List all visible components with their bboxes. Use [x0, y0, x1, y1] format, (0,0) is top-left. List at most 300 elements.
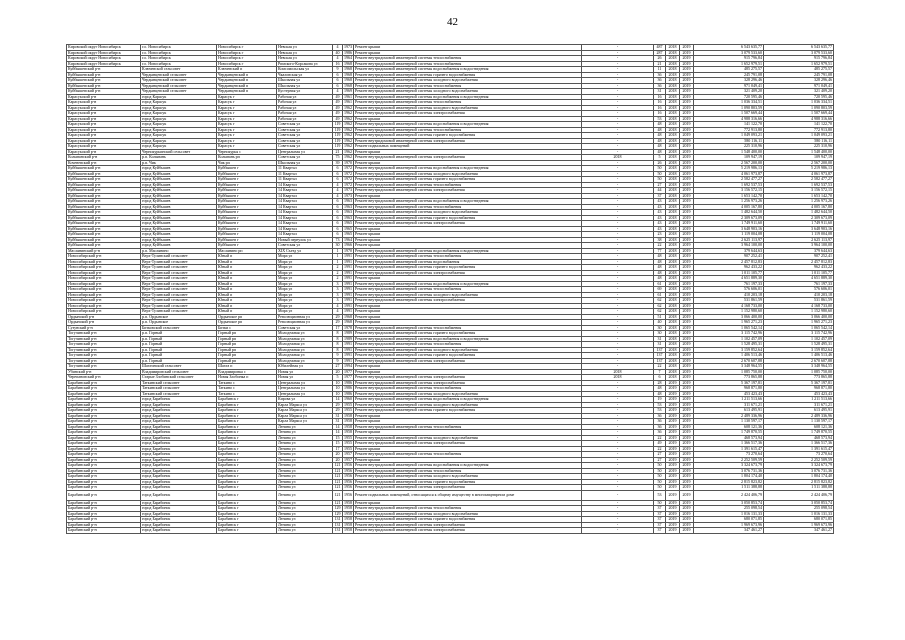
- table-cell: -: [582, 265, 654, 271]
- table-cell: 1 152 980,60: [694, 309, 764, 315]
- table-cell: 2019: [680, 474, 694, 480]
- table-cell: 4 988 316,66: [694, 116, 764, 122]
- table-cell: 2018: [666, 138, 680, 144]
- table-cell: 50: [654, 166, 666, 172]
- table-cell: Верх-Тулинский сельсовет: [141, 270, 217, 276]
- table-cell: Мира ул: [277, 281, 333, 287]
- table-cell: город Барабинск: [141, 397, 217, 403]
- table-cell: 31: [333, 419, 343, 425]
- table-cell: 2018: [666, 336, 680, 342]
- table-cell: Новая ул: [277, 375, 333, 381]
- table-cell: 1991: [344, 253, 352, 259]
- table-cell: Куйбышев г: [217, 204, 277, 210]
- table-cell: Барабинск г: [217, 446, 277, 452]
- table-cell: Ремонт подвальных помещений, относящихся к общему имуществу в многоквартирном доме: [354, 490, 582, 500]
- table-cell: Ремонт крыши: [354, 50, 582, 56]
- table-cell: 2018: [666, 364, 680, 370]
- table-cell: Новосибирск г: [217, 56, 277, 62]
- table-cell: 2019: [680, 386, 694, 392]
- table-cell: 1 969 673,96: [764, 522, 834, 528]
- table-cell: Ремонт внутридомовой инженерной системы электроснабжения: [354, 375, 582, 381]
- table-cell: 1 507 669,44: [764, 111, 834, 117]
- table-cell: 2019: [680, 155, 694, 161]
- table-cell: 1 749 911,60: [694, 221, 764, 227]
- table-cell: 61: [654, 292, 666, 298]
- table-cell: Кировский округ Новосибирск: [67, 56, 141, 62]
- table-cell: 2018: [666, 287, 680, 293]
- table-cell: Ремонт внутридомовой инженерной системы электроснабжения: [354, 111, 582, 117]
- table-cell: 2 582 477,27: [694, 177, 764, 183]
- table-cell: 2019: [680, 177, 694, 183]
- table-cell: Ремонт внутридомовой инженерной системы водоснабжения и водоотведения: [354, 94, 582, 100]
- table-cell: -: [582, 160, 654, 166]
- table-cell: Школьная ул: [277, 83, 333, 89]
- table-cell: Верх-Тулинский сельсовет: [141, 281, 217, 287]
- table-cell: Юный п: [217, 276, 277, 282]
- table-cell: 1973: [344, 44, 352, 50]
- table-cell: 1 548 400,00: [694, 149, 764, 155]
- table-cell: 4 651 889,30: [694, 276, 764, 282]
- table-cell: 2018: [666, 254, 680, 260]
- table-cell: 2019: [680, 78, 694, 84]
- table-cell: Ленина ул: [277, 485, 333, 491]
- table-cell: Советская ул: [277, 155, 333, 161]
- table-cell: 2 625 113,97: [694, 237, 764, 243]
- table-cell: 1957: [344, 451, 352, 457]
- table-cell: Мира ул: [277, 259, 333, 265]
- table-cell: 2018: [666, 72, 680, 78]
- table-cell: Ремонт крыши: [354, 193, 582, 199]
- table-cell: Черепановский р-н: [67, 375, 141, 381]
- table-cell: Горный рп: [217, 347, 277, 353]
- table-cell: 1962: [344, 105, 352, 110]
- table-cell: Таткинский сельсовет: [141, 380, 217, 386]
- table-cell: 2019: [680, 375, 694, 381]
- table-cell: 720 595,46: [764, 94, 834, 100]
- table-cell: Ремонт внутридомовой инженерной системы электроснабжения: [354, 380, 582, 386]
- table-cell: Карасук г: [217, 111, 277, 117]
- table-cell: город Куйбышев: [141, 226, 217, 232]
- table-cell: 4: [333, 182, 343, 188]
- table-cell: 2018: [666, 369, 680, 375]
- table-cell: Ленина ул: [277, 511, 333, 517]
- table-cell: 2019: [680, 517, 694, 523]
- table-cell: Ремонт внутридомовой инженерной системы холодного водоснабжения: [354, 105, 582, 111]
- page-number: 42: [447, 16, 458, 28]
- table-cell: Кировский округ Новосибирск: [67, 45, 141, 51]
- table-cell: 2019: [680, 89, 694, 95]
- table-cell: р.п. Горный: [141, 347, 217, 353]
- table-cell: Куйбышев г: [217, 199, 277, 205]
- table-cell: Советская ул: [277, 138, 333, 144]
- table-cell: город Куйбышев: [141, 193, 217, 199]
- table-cell: 2019: [680, 160, 694, 166]
- table-cell: 43: [654, 215, 666, 221]
- table-cell: 1972: [344, 165, 352, 171]
- table-cell: 321 409,20: [764, 89, 834, 95]
- table-cell: Куйбышевский р-н: [67, 89, 141, 95]
- table-cell: Ремонт внутридомовой инженерной системы электроснабжения: [354, 188, 582, 194]
- table-cell: 1958: [344, 413, 352, 418]
- table-cell: 2019: [680, 144, 694, 150]
- table-cell: Молодежная ул: [277, 336, 333, 342]
- table-cell: Барабинский р-н: [67, 528, 141, 534]
- table-cell: -: [582, 463, 654, 469]
- table-cell: Барабинский р-н: [67, 413, 141, 419]
- table-cell: -: [582, 248, 654, 254]
- table-cell: Ремонт крыши: [354, 309, 582, 315]
- table-cell: 36: [654, 72, 666, 78]
- table-cell: 6: [333, 72, 343, 78]
- table-cell: 119: [333, 122, 343, 128]
- table-cell: -: [582, 254, 654, 260]
- table-cell: Куйбышевский р-н: [67, 204, 141, 210]
- table-cell: 2018: [666, 281, 680, 287]
- table-cell: 1 391 615,47: [764, 446, 834, 452]
- table-cell: 27: [333, 364, 343, 370]
- table-cell: 2018: [666, 182, 680, 188]
- capital-repair-table: [66, 44, 834, 534]
- table-cell: -: [582, 243, 654, 249]
- table-cell: -: [582, 138, 654, 144]
- table-cell: Ремонт крыши: [354, 160, 582, 166]
- table-cell: Карла Маркса ул: [277, 402, 333, 408]
- table-cell: Ленина ул: [277, 446, 333, 452]
- table-cell: 26: [654, 56, 666, 62]
- table-cell: 1961: [344, 99, 352, 105]
- table-cell: -: [582, 347, 654, 353]
- table-cell: 62: [654, 298, 666, 304]
- table-cell: город Барабинск: [141, 441, 217, 447]
- table-cell: 2018: [666, 303, 680, 309]
- table-cell: 5 367 197,81: [764, 380, 834, 386]
- table-cell: 2 457 812,83: [694, 259, 764, 265]
- table-cell: 2019: [680, 188, 694, 194]
- table-cell: 6: [333, 78, 343, 84]
- table-cell: Ремонт внутридомовой инженерной системы водоснабжения и водоотведения: [354, 166, 582, 172]
- table-cell: 1 692 537,53: [694, 182, 764, 188]
- table-cell: 1 804 174,40: [694, 474, 764, 480]
- table-cell: Карасукский р-н: [67, 100, 141, 106]
- table-cell: 2019: [680, 353, 694, 359]
- table-cell: Невская ул: [277, 50, 333, 56]
- table-cell: Ремонт крыши: [354, 364, 582, 370]
- table-cell: 20: [333, 369, 343, 375]
- table-cell: 347 461,27: [764, 528, 834, 534]
- table-cell: 31: [333, 413, 343, 419]
- table-cell: 16: [654, 111, 666, 117]
- table-cell: 49: [333, 100, 343, 106]
- table-cell: 109 947,19: [764, 155, 834, 161]
- table-cell: -: [582, 380, 654, 386]
- table-cell: -: [582, 474, 654, 480]
- table-cell: 2019: [666, 419, 680, 425]
- table-cell: 1965: [344, 220, 352, 226]
- table-cell: 2019: [680, 485, 694, 491]
- table-cell: Карасук г: [217, 105, 277, 111]
- table-cell: 14 Квартал: [277, 221, 333, 227]
- table-cell: 468 573,94: [764, 435, 834, 441]
- table-cell: Юный п: [217, 303, 277, 309]
- table-cell: 77: [654, 248, 666, 254]
- table-cell: 2019: [680, 342, 694, 348]
- table-cell: Коченевский р-н: [67, 160, 141, 166]
- table-cell: Ремонт внутридомовой инженерной системы электроснабжения: [354, 528, 582, 534]
- table-cell: 5: [333, 375, 343, 381]
- table-cell: Ремонт внутридомовой инженерной системы электроснабжения: [354, 221, 582, 227]
- table-cell: -: [582, 281, 654, 287]
- table-cell: 2019: [666, 468, 680, 474]
- table-cell: 2019: [680, 83, 694, 89]
- table-cell: 49: [333, 105, 343, 111]
- table-cell: Барабинский р-н: [67, 408, 141, 414]
- table-cell: Новый переулок ул: [277, 237, 333, 243]
- table-cell: Куйбышевский р-н: [67, 232, 141, 238]
- table-cell: Карасукский р-н: [67, 105, 141, 111]
- table-cell: Барабинский р-н: [67, 500, 141, 506]
- table-cell: -: [582, 500, 654, 506]
- table-row: [67, 490, 834, 500]
- table-cell: 2018: [666, 144, 680, 150]
- table-cell: 2018: [582, 375, 654, 381]
- table-cell: 3 079 533,60: [764, 50, 834, 56]
- table-cell: 29: [333, 402, 343, 408]
- table-cell: 1994: [344, 363, 352, 369]
- table-cell: 453 423,43: [764, 391, 834, 397]
- table-cell: 1968: [344, 83, 352, 88]
- table-cell: Ремонт крыши: [354, 320, 582, 326]
- table-cell: Ремонт внутридомовой инженерной системы теплоснабжения: [354, 287, 582, 293]
- table-cell: Новосибирский р-н: [67, 276, 141, 282]
- table-cell: 14 Квартал: [277, 210, 333, 216]
- table-cell: 20: [333, 452, 343, 458]
- table-cell: 1958: [344, 424, 352, 429]
- table-cell: р.п. Горный: [141, 353, 217, 359]
- table-cell: -: [582, 446, 654, 452]
- table-cell: Ордынский р-н: [67, 320, 141, 326]
- table-cell: Ключевской сельсовет: [141, 67, 217, 73]
- table-cell: 2018: [666, 78, 680, 84]
- table-cell: Ремонт внутридомовой инженерной системы теплоснабжения: [354, 424, 582, 430]
- table-cell: 1 102 457,09: [694, 336, 764, 342]
- table-cell: 2019: [666, 386, 680, 392]
- table-cell: 531 861,59: [764, 298, 834, 304]
- table-cell: Тогучинский р-н: [67, 353, 141, 359]
- table-cell: -: [582, 490, 654, 500]
- table-cell: -: [582, 331, 654, 337]
- table-cell: Ремонт внутридомовой инженерной системы горячего водоснабжения: [354, 353, 582, 359]
- table-cell: 1 406 513,46: [694, 353, 764, 359]
- table-cell: 2019: [680, 402, 694, 408]
- table-cell: 14 Квартал: [277, 199, 333, 205]
- table-cell: -: [582, 67, 654, 73]
- table-cell: -: [582, 105, 654, 111]
- table-cell: Ремонт внутридомовой инженерной системы теплоснабжения: [354, 325, 582, 331]
- table-cell: 1991: [344, 358, 352, 363]
- table-cell: 121: [333, 490, 343, 500]
- table-cell: 2019: [680, 61, 694, 67]
- table-cell: 1964: [344, 55, 352, 61]
- table-cell: Ремонт внутридомовой инженерной системы теплоснабжения: [354, 468, 582, 474]
- table-cell: 2019: [680, 463, 694, 469]
- table-cell: 48: [654, 259, 666, 265]
- table-cell: 37: [654, 506, 666, 512]
- table-cell: 1991: [344, 297, 352, 303]
- table-cell: Ремонт внутридомовой инженерной системы горячего водоснабжения: [354, 177, 582, 183]
- table-cell: 1968: [344, 72, 352, 77]
- table-cell: -: [582, 309, 654, 315]
- table-cell: Ремонт крыши: [354, 237, 582, 243]
- table-cell: 1991: [344, 347, 352, 352]
- table-cell: 1970: [344, 248, 352, 253]
- table-cell: Верх-Тулинский сельсовет: [141, 276, 217, 282]
- table-cell: Куйбышев г: [217, 221, 277, 227]
- table-cell: 2019: [680, 358, 694, 364]
- table-cell: 613 495,91: [694, 408, 764, 414]
- table-cell: 121: [334, 479, 341, 484]
- table-cell: 11: [654, 67, 666, 73]
- table-cell: 2018: [666, 331, 680, 337]
- table-cell: 2019: [680, 419, 694, 425]
- table-cell: 9: [333, 67, 343, 73]
- table-cell: 2018: [666, 226, 680, 232]
- table-cell: 1 085 750,00: [764, 369, 834, 375]
- table-cell: 36: [654, 413, 666, 419]
- table-cell: 3: [333, 298, 343, 304]
- table-cell: -: [582, 452, 654, 458]
- table-cell: 3 324 673,79: [764, 463, 834, 469]
- table-cell: 1 256 973,26: [764, 199, 834, 205]
- table-cell: Рабочая ул: [277, 105, 333, 111]
- table-cell: Карасук г: [217, 127, 277, 133]
- table-cell: -: [582, 457, 654, 463]
- table-cell: 1991: [344, 286, 352, 292]
- table-cell: 30: [654, 331, 666, 337]
- table-cell: 6 543 635,77: [764, 45, 834, 51]
- table-cell: 14 Квартал: [277, 215, 333, 221]
- table-cell: 141 122,70: [764, 122, 834, 128]
- table-cell: -: [582, 100, 654, 106]
- table-cell: 2018: [666, 122, 680, 128]
- table-cell: 2019: [680, 182, 694, 188]
- table-cell: 1968: [344, 61, 352, 66]
- table-cell: Чердынцевский сельсовет: [141, 78, 217, 84]
- table-cell: Ремонт внутридомовой инженерной системы электроснабжения: [354, 270, 582, 276]
- table-cell: 2018: [666, 232, 680, 238]
- table-cell: 2 252 509,59: [764, 457, 834, 463]
- table-cell: 1 016 131,33: [764, 511, 834, 517]
- table-cell: Ремонт внутридомовой инженерной системы водоснабжения и водоотведения: [354, 122, 582, 128]
- table-cell: 75: [333, 155, 343, 161]
- table-cell: 1977: [344, 369, 352, 374]
- table-cell: 14 Квартал: [277, 182, 333, 188]
- table-cell: 2019: [666, 457, 680, 463]
- table-cell: 2019: [680, 331, 694, 337]
- table-cell: 915 796,84: [764, 56, 834, 62]
- table-cell: Барабинский р-н: [67, 452, 141, 458]
- table-cell: Барабинск г: [217, 408, 277, 414]
- table-cell: 1991: [344, 270, 352, 275]
- table-cell: Ремонт внутридомовой инженерной системы холодного водоснабжения: [354, 391, 582, 397]
- table-cell: Карла Маркса ул: [277, 413, 333, 419]
- table-cell: Горный рп: [217, 358, 277, 364]
- table-cell: Ремонт внутридомовой инженерной системы теплоснабжения: [354, 83, 582, 89]
- table-cell: -: [582, 149, 654, 155]
- table-cell: 1991: [344, 275, 352, 281]
- table-cell: Барабинск г: [217, 419, 277, 425]
- table-cell: 73 270,64: [764, 452, 834, 458]
- table-cell: 2018: [666, 215, 680, 221]
- table-cell: -: [582, 413, 654, 419]
- table-cell: 2019: [680, 347, 694, 353]
- table-cell: Куйбышевский р-н: [67, 210, 141, 216]
- table-cell: 10: [333, 380, 343, 386]
- table-cell: 30: [333, 243, 343, 249]
- table-cell: Куйбышев г: [217, 226, 277, 232]
- table-cell: город Барабинск: [141, 452, 217, 458]
- table-cell: Мира ул: [277, 309, 333, 315]
- table-cell: Убинский р-н: [67, 369, 141, 375]
- table-cell: Куйбышев г: [217, 237, 277, 243]
- table-cell: 1963: [344, 209, 352, 215]
- table-cell: город Барабинск: [141, 468, 217, 474]
- table-cell: Чердынцевский сельсовет: [141, 83, 217, 89]
- table-cell: 17: [333, 446, 343, 452]
- table-cell: 225 310,96: [694, 144, 764, 150]
- table-cell: 11 Квартал: [277, 166, 333, 172]
- table-cell: 468 573,94: [694, 435, 764, 441]
- table-cell: Ремонт внутридомовой инженерной системы электроснабжения: [354, 138, 582, 144]
- table-cell: Куйбышевский р-н: [67, 226, 141, 232]
- table-cell: 962 433,22: [764, 265, 834, 271]
- table-cell: 971 049,41: [764, 83, 834, 89]
- table-cell: 1 507 669,44: [694, 111, 764, 117]
- table-cell: 48: [654, 391, 666, 397]
- table-cell: 48: [654, 265, 666, 271]
- table-cell: 48: [654, 254, 666, 260]
- table-cell: 453 423,43: [694, 391, 764, 397]
- table-cell: 2019: [680, 133, 694, 139]
- table-cell: 137: [654, 347, 666, 353]
- table-cell: Ремонт внутридомовой инженерной системы горячего водоснабжения: [354, 517, 582, 523]
- table-cell: 2019: [666, 441, 680, 447]
- table-cell: 17: [333, 325, 343, 331]
- table-cell: 1958: [344, 418, 352, 424]
- table-cell: Шахтинский сельсовет: [141, 364, 217, 370]
- table-cell: 1 211 513,66: [764, 397, 834, 403]
- table-cell: 31: [654, 89, 666, 95]
- table-cell: Новосибирск г: [217, 61, 277, 67]
- table-cell: Куйбышев г: [217, 166, 277, 172]
- table-cell: 1991: [344, 303, 352, 308]
- table-cell: 49: [654, 441, 666, 447]
- table-cell: 3 115 742,96: [694, 331, 764, 337]
- table-cell: 2019: [666, 511, 680, 517]
- table-cell: 1968: [344, 314, 352, 319]
- table-cell: 1956: [344, 468, 352, 473]
- table-cell: Мира ул: [277, 303, 333, 309]
- table-cell: город Барабинск: [141, 500, 217, 506]
- table-cell: 2018: [666, 149, 680, 155]
- table-cell: 2018: [666, 100, 680, 106]
- table-cell: 119: [333, 133, 343, 139]
- table-cell: Ремонт внутридомовой инженерной системы холодного водоснабжения: [354, 171, 582, 177]
- table-cell: 14 Квартал: [277, 204, 333, 210]
- table-cell: 1968: [344, 66, 352, 72]
- table-cell: город Куйбышев: [141, 166, 217, 172]
- table-cell: Центральная ул: [277, 391, 333, 397]
- table-cell: 1991: [344, 292, 352, 297]
